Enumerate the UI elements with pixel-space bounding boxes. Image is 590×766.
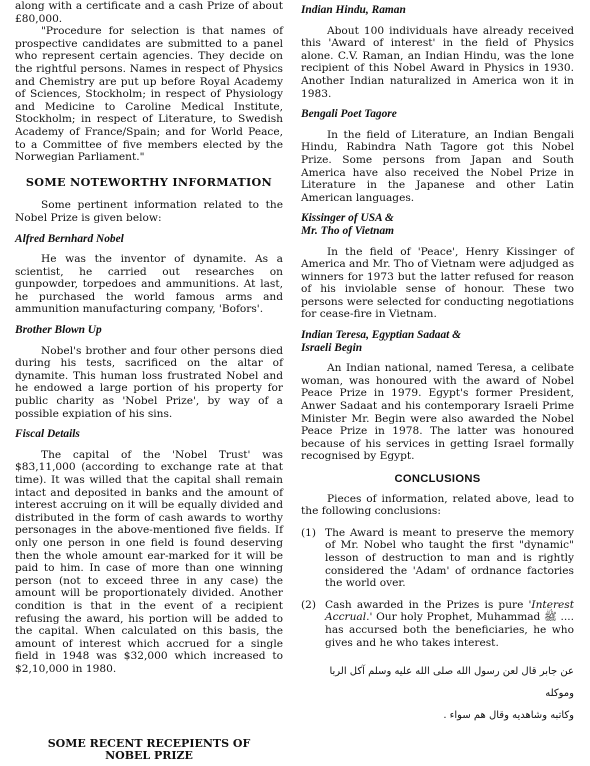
subheading: [301, 329, 574, 354]
subheading: Indian Hindu, Raman: [301, 4, 406, 16]
arabic-line: عن جابر قال لعن رسول الله صلى الله عليه وسلم آكل الربا وموكله: [329, 666, 574, 700]
subheading: Fiscal Details: [15, 428, 80, 441]
paragraph: Nobel's brother and four other persons died during his tests, sacrificed on the altar of dynamite. This human loss frustrated Nobel and he endowed a large portion of his property for public charity as 'Nobel Prize', by way of a possible expiation of his sins.: [15, 344, 283, 420]
section-heading: [15, 738, 283, 762]
arabic-line: وكاتبه وشاهديه وقال هم سواء .: [443, 710, 574, 722]
list-number: (2): [301, 598, 317, 611]
list-text: [325, 599, 574, 649]
paragraph: Some pertinent information related to the Nobel Prize is given below:: [15, 199, 283, 224]
emphasis: 'Interest Accrual.': [325, 598, 574, 624]
heading-line: SOME RECENT RECEPIENTS OF: [47, 737, 251, 750]
heading-line: NOBEL PRIZE: [105, 749, 193, 762]
subheading: Brother Blown Up: [15, 324, 102, 337]
list-text: The Award is meant to preserve the memory of Mr. Nobel who taught the first "dynamic" lesson of destruction to man and is rightly considered the 'Adam' of ordnance factories the world over.: [325, 526, 574, 590]
subheading-line: Indian Teresa, Egyptian Sadaat &: [301, 329, 462, 342]
list-text-part: Cash awarded in the Prizes is pure: [325, 598, 529, 611]
paragraph: In the field of 'Peace', Henry Kissinger of America and Mr. Tho of Vietnam were adjudged as winners for 1973 but the latter refused for reason of his inviolable sense of honour. These two persons were selected for conducting negotiations for cease-fire in Vietnam.: [301, 245, 575, 321]
subheading-line: Mr. Tho of Vietnam: [301, 224, 395, 237]
arabic-quotation: [301, 661, 574, 727]
paragraph: About 100 individuals have already received this 'Award of interest' in the field of Physics alone. C.V. Raman, an Indian Hindu, was the lone recipient of this Nobel Award in Physics in 1930. Another Indian naturalized in America won it in 1983.: [301, 24, 574, 100]
paragraph: In the field of Literature, an Indian Bengali Hindu, Rabindra Nath Tagore got this Nobel Prize. Some persons from Japan and South America have also received the Nobel Prize in Literature in the Japanese and other Latin American languages.: [301, 128, 574, 204]
paragraph: The capital of the 'Nobel Trust' was $83,11,000 (according to exchange rate at that time). It was willed that the capital shall remain intact and deposited in banks and the amount of interest accruing on it will be equally divided and distributed in the form of cash awards to worthy personages in the above-mentioned five fields. If only one person in one field is found deserving then the whole amount ear-marked for it will be paid to him. In case of more than one winning person (not to exceed three in any case) the amount will be proportionately divided. Another condition is that in the event of a recipient refusing the award, his portion will be added to the capital. When calculated on this basis, the amount of interest which accrued for a single field in 1948 was $32,000 which increased to $2,10,000 in 1980.: [15, 448, 283, 675]
right-column: [301, 0, 574, 727]
paragraph: "Procedure for selection is that names of prospective candidates are submitted to a panel who represent certain agencies. They decide on the rightful persons. Names in respect of Physics and Chemistry are put up before Royal Academy of Sciences, Stockholm; in respect of Physiology and Medicine to Caroline Medical Institute, Stockholm; in respect of Literature, to Swedish Academy of France/Spain; and for World Peace, to a Committee of five members elected by the Norwegian Parliament.": [15, 25, 283, 164]
paragraph: He was the inventor of dynamite. As a scientist, he carried out researches on gunpowder, torpedoes and ammunitions. At last, he purchased the world famous arms and ammunition manufacturing company, 'Bofors'.: [15, 253, 283, 316]
subheading-line: Kissinger of USA &: [301, 212, 394, 225]
list-text-part: Our holy Prophet, Muhammad ﷺ .... has accursed both the beneficiaries, he who gives and he who takes interest.: [325, 611, 574, 649]
subheading: Bengali Poet Tagore: [301, 108, 397, 121]
list-item: [301, 527, 574, 590]
section-heading: SOME NOTEWORTHY INFORMATION: [25, 174, 273, 189]
left-column: [15, 0, 283, 676]
paragraph: along with a certificate and a cash Prize of about £80,000.: [15, 0, 283, 25]
list-number: (1): [301, 526, 317, 539]
subheading-line: Israeli Begin: [301, 341, 363, 354]
section-heading: CONCLUSIONS: [394, 473, 481, 485]
paragraph: Pieces of information, related above, lead to the following conclusions:: [301, 492, 574, 518]
list-item: [301, 599, 574, 649]
paragraph: An Indian national, named Teresa, a celibate woman, was honoured with the award of Nobel Peace Prize in 1979. Egypt's former President, Anwer Sadaat and his contemporary Israeli Prime Minister Mr. Begin were also awarded the Nobel Peace Prize in 1978. The latter was honoured because of his services in getting Israel formally recognised by Egypt.: [301, 362, 574, 463]
subheading: [301, 212, 574, 237]
subheading: Alfred Bernhard Nobel: [15, 232, 124, 245]
